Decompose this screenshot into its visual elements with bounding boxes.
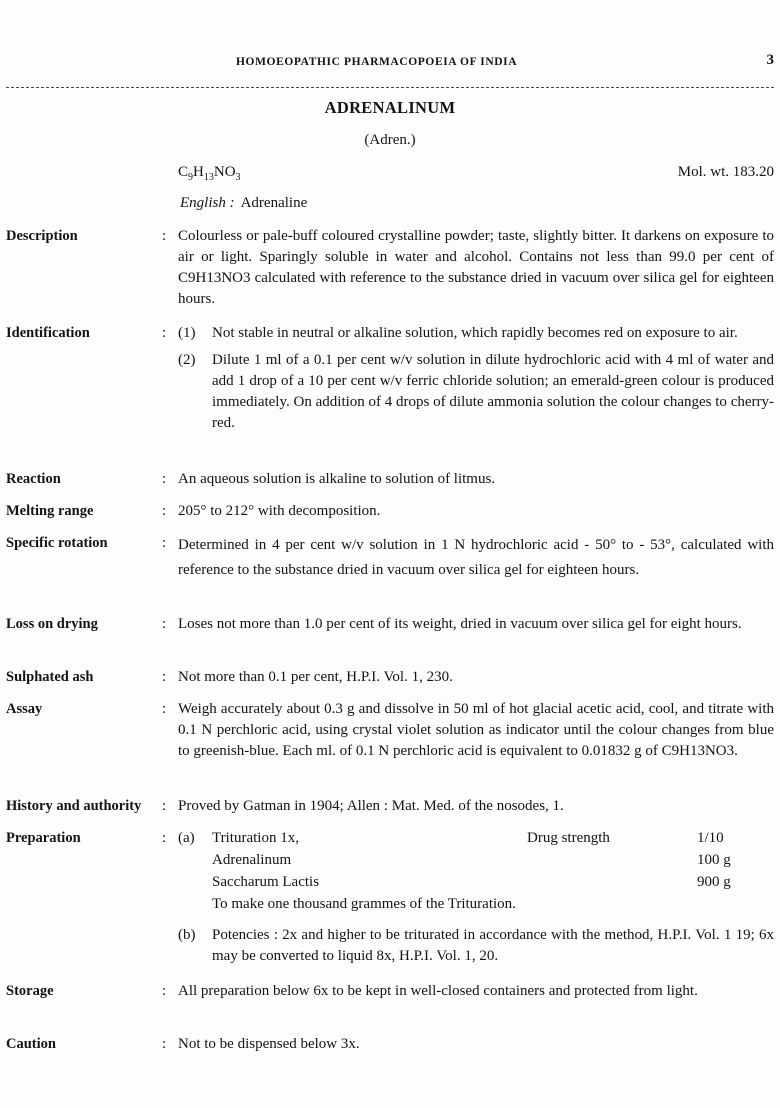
preparation-a: (a) Trituration 1x, Drug strength 1/10 Adrenalinum 100 g Saccharum Lactis 900 g To make one thousand grammes of the Trituration. <box>178 828 774 915</box>
page-number: 3 <box>766 52 774 68</box>
header-rule <box>6 87 774 88</box>
chemical-formula: $C_9H_{13}NO_3$ <box>178 164 241 183</box>
prep-row: Saccharum Lactis 900 g <box>212 874 731 890</box>
running-header <box>0 52 780 72</box>
preparation-note: To make one thousand grammes of the Trituration. <box>212 896 516 912</box>
monograph-title: ADRENALINUM <box>324 98 456 117</box>
molecular-weight: Mol. wt. 183.20 <box>677 164 774 180</box>
identification-item: (2) Dilute 1 ml of a 0.1 per cent w/v solution in dilute hydrochloric acid with 4 ml of water and add 1 drop of a 10 per cent w/v ferric chloride solution; an emerald-green colour is produced immediately. On addition of 4 drops of dilute ammonia solution the colour changes to cherry-red. <box>178 352 774 431</box>
identification-item: (1) Not stable in neutral or alkaline solution, which rapidly becomes red on exposure to air. <box>178 325 738 341</box>
running-title: HOMOEOPATHIC PHARMACOPOEIA OF INDIA <box>236 56 518 68</box>
english-name: Adrenaline <box>240 195 308 211</box>
section-label: Description <box>6 228 78 244</box>
section-label: Identification <box>6 325 90 341</box>
monograph-abbreviation: (Adren.) <box>364 132 416 148</box>
description-text: Colourless or pale-buff coloured crystalline powder; taste, slightly bitter. It darkens on exposure to air or light. Sparingly soluble in water and alcohol. Contains not less than 99.0 per cent of C9H13NO3 calculated with reference to the substance dried in vacuum over silica gel for eighteen hours. <box>178 228 774 307</box>
prep-row: Adrenalinum 100 g <box>212 852 731 868</box>
preparation-b: (b) Potencies : 2x and higher to be triturated in accordance with the method, H.P.I. Vol. 1 19; 6x may be converted to liquid 8x, H.P.I. Vol. 1, 20. <box>178 927 774 964</box>
english-label: English : <box>180 195 235 211</box>
prep-row: Trituration 1x, Drug strength 1/10 <box>212 830 724 846</box>
english-name-line <box>180 193 307 214</box>
